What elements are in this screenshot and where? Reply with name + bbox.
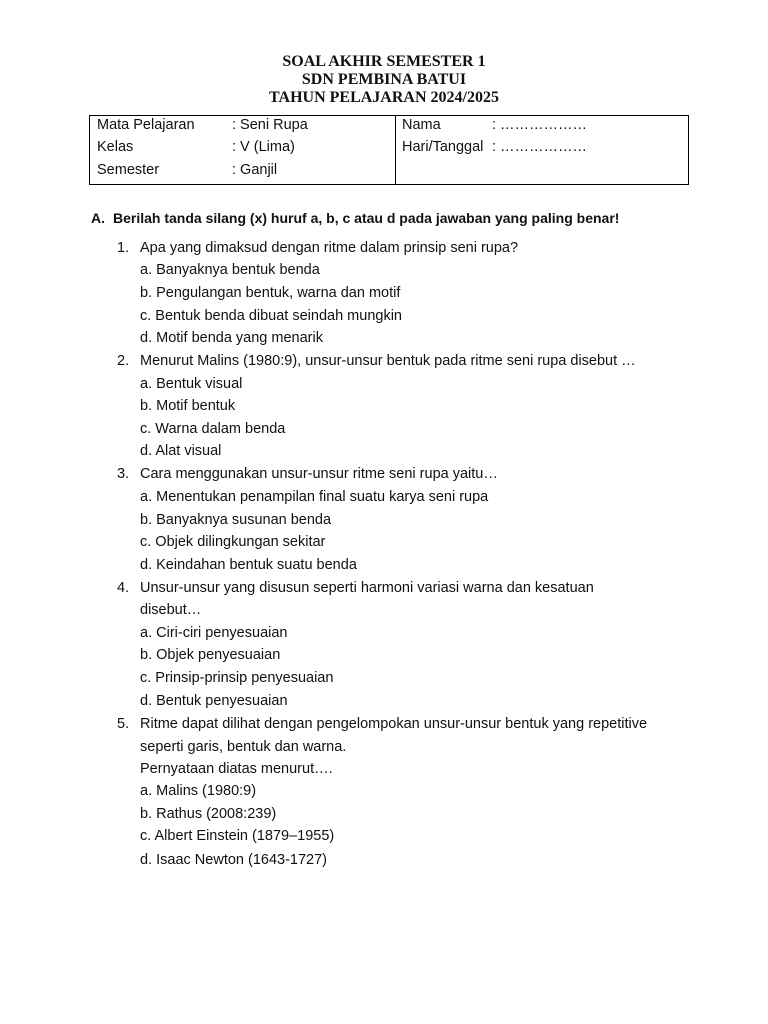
question-2 — [117, 352, 636, 370]
option-3d[interactable]: d. Keindahan bentuk suatu benda — [140, 557, 357, 573]
option-5c[interactable]: c. Albert Einstein (1879–1955) — [140, 828, 335, 844]
academic-year: TAHUN PELAJARAN 2024/2025 — [269, 89, 499, 106]
hari-field[interactable]: : ……………… — [492, 139, 588, 155]
section-a-title — [91, 209, 619, 227]
question-4-continuation: disebut… — [140, 602, 202, 618]
option-5b[interactable]: b. Rathus (2008:239) — [140, 806, 277, 822]
option-4a[interactable]: a. Ciri-ciri penyesuaian — [140, 625, 288, 641]
option-1d[interactable]: d. Motif benda yang menarik — [140, 330, 323, 346]
question-text: Menurut Malins (1980:9), unsur-unsur bentuk pada ritme seni rupa disebut … — [140, 353, 636, 369]
kelas-value: : V (Lima) — [232, 139, 295, 155]
question-number: 5. — [117, 716, 130, 732]
table-divider — [395, 116, 396, 184]
mapel-value: : Seni Rupa — [232, 117, 308, 133]
info-table — [89, 115, 689, 185]
option-3b[interactable]: b. Banyaknya susunan benda — [140, 512, 332, 528]
semester-value: : Ganjil — [232, 162, 278, 178]
question-number: 2. — [117, 353, 130, 369]
option-4d[interactable]: d. Bentuk penyesuaian — [140, 693, 288, 709]
option-1b[interactable]: b. Pengulangan bentuk, warna dan motif — [140, 285, 401, 301]
question-5-statement: Pernyataan diatas menurut…. — [140, 761, 333, 777]
option-3c[interactable]: c. Objek dilingkungan sekitar — [140, 534, 326, 550]
question-1 — [117, 239, 518, 257]
question-number: 1. — [117, 240, 130, 256]
mapel-label: Mata Pelajaran — [97, 117, 195, 133]
question-5-continuation: seperti garis, bentuk dan warna. — [140, 739, 347, 755]
option-5a[interactable]: a. Malins (1980:9) — [140, 783, 257, 799]
option-4b[interactable]: b. Objek penyesuaian — [140, 647, 281, 663]
option-1a[interactable]: a. Banyaknya bentuk benda — [140, 262, 320, 278]
question-text: Unsur-unsur yang disusun seperti harmoni variasi warna dan kesatuan — [140, 580, 594, 596]
question-4 — [117, 579, 594, 597]
section-instruction: Berilah tanda silang (x) huruf a, b, c atau d pada jawaban yang paling benar! — [113, 210, 620, 226]
nama-label: Nama — [402, 117, 441, 133]
exam-title: SOAL AKHIR SEMESTER 1 — [282, 53, 486, 70]
question-number: 4. — [117, 580, 130, 596]
question-5 — [117, 715, 647, 733]
question-text: Ritme dapat dilihat dengan pengelompokan unsur-unsur bentuk yang repetitive — [140, 716, 648, 732]
school-name: SDN PEMBINA BATUI — [301, 71, 467, 88]
question-3 — [117, 465, 498, 483]
option-2b[interactable]: b. Motif bentuk — [140, 398, 236, 414]
option-3a[interactable]: a. Menentukan penampilan final suatu karya seni rupa — [140, 489, 489, 505]
exam-header — [0, 53, 768, 107]
question-number: 3. — [117, 466, 130, 482]
option-4c[interactable]: c. Prinsip-prinsip penyesuaian — [140, 670, 334, 686]
option-2c[interactable]: c. Warna dalam benda — [140, 421, 286, 437]
question-text: Apa yang dimaksud dengan ritme dalam prinsip seni rupa? — [140, 240, 519, 256]
kelas-label: Kelas — [97, 139, 134, 155]
semester-label: Semester — [97, 162, 160, 178]
nama-field[interactable]: : ……………… — [492, 117, 588, 133]
option-5d[interactable]: d. Isaac Newton (1643-1727) — [140, 852, 327, 868]
option-2a[interactable]: a. Bentuk visual — [140, 376, 243, 392]
option-1c[interactable]: c. Bentuk benda dibuat seindah mungkin — [140, 308, 402, 324]
section-letter: A. — [91, 210, 105, 226]
option-2d[interactable]: d. Alat visual — [140, 443, 222, 459]
question-text: Cara menggunakan unsur-unsur ritme seni rupa yaitu… — [140, 466, 498, 482]
hari-label: Hari/Tanggal — [402, 139, 484, 155]
